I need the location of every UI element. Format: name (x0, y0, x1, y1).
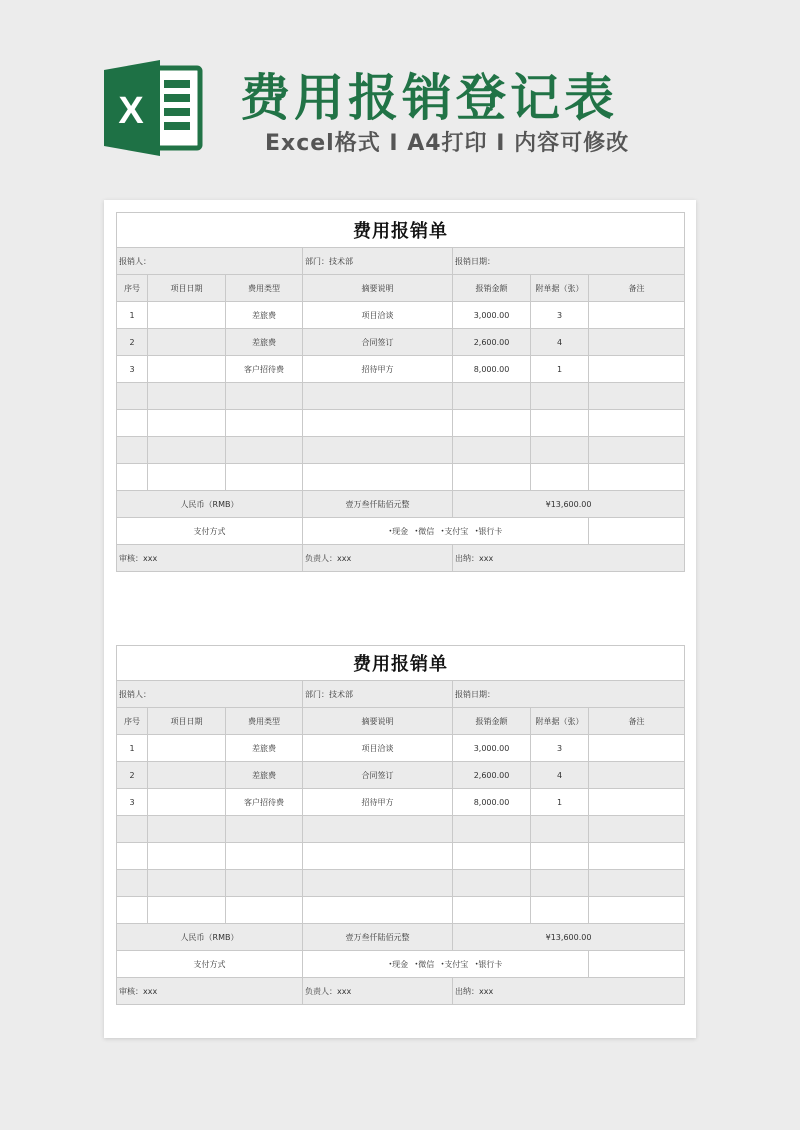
column-header: 附单据（张） (531, 708, 589, 735)
table-cell[interactable] (589, 762, 685, 789)
table-cell[interactable] (453, 383, 531, 410)
cashier-field[interactable]: 出纳：xxx (453, 978, 685, 1005)
table-cell[interactable] (303, 410, 453, 437)
table-cell[interactable] (453, 816, 531, 843)
table-cell[interactable]: 项目洽谈 (303, 735, 453, 762)
column-header: 报销金额 (453, 708, 531, 735)
table-cell[interactable] (226, 870, 303, 897)
table-cell[interactable] (117, 383, 148, 410)
table-cell[interactable] (531, 437, 589, 464)
column-header: 序号 (117, 708, 148, 735)
table-cell[interactable]: 8,000.00 (453, 356, 531, 383)
total-label: 人民币（RMB） (117, 491, 303, 518)
payment-option-cash[interactable]: •现金 (388, 959, 409, 969)
department-field[interactable]: 部门：技术部 (303, 681, 453, 708)
table-cell[interactable]: 2 (117, 329, 148, 356)
checkbox-icon: • (440, 527, 445, 535)
excel-logo-icon (104, 60, 204, 156)
table-row (117, 789, 685, 816)
department-field[interactable]: 部门：技术部 (303, 248, 453, 275)
table-row (117, 356, 685, 383)
table-cell[interactable] (226, 437, 303, 464)
table-cell[interactable] (453, 464, 531, 491)
table-cell[interactable] (148, 789, 226, 816)
table-cell[interactable] (226, 816, 303, 843)
table-cell[interactable] (589, 789, 685, 816)
form-title: 费用报销单 (117, 213, 685, 248)
table-cell[interactable] (148, 843, 226, 870)
table-cell[interactable] (589, 410, 685, 437)
table-cell[interactable] (226, 843, 303, 870)
table-cell[interactable] (148, 410, 226, 437)
payment-note-cell[interactable] (589, 951, 685, 978)
table-cell[interactable]: 4 (531, 762, 589, 789)
payment-option-alipay[interactable]: •支付宝 (440, 959, 469, 969)
table-row (117, 735, 685, 762)
date-field[interactable]: 报销日期： (453, 248, 685, 275)
table-cell[interactable] (589, 356, 685, 383)
table-cell[interactable] (589, 843, 685, 870)
payment-options (303, 518, 589, 545)
table-cell[interactable] (531, 464, 589, 491)
table-cell[interactable] (453, 843, 531, 870)
table-cell[interactable] (117, 816, 148, 843)
table-cell[interactable] (148, 897, 226, 924)
table-row (117, 762, 685, 789)
column-header: 项目日期 (148, 275, 226, 302)
column-header: 摘要说明 (303, 708, 453, 735)
table-cell[interactable] (589, 329, 685, 356)
payment-note-cell[interactable] (589, 518, 685, 545)
table-cell[interactable] (226, 410, 303, 437)
banner-title: 费用报销登记表 (240, 69, 618, 127)
cashier-field[interactable]: 出纳：xxx (453, 545, 685, 572)
date-field[interactable]: 报销日期： (453, 681, 685, 708)
table-cell[interactable]: 差旅费 (226, 302, 303, 329)
table-cell[interactable] (589, 302, 685, 329)
checkbox-icon: • (414, 527, 419, 535)
payment-option-wechat[interactable]: •微信 (414, 959, 435, 969)
expense-form-2 (116, 645, 684, 1005)
table-cell[interactable] (303, 843, 453, 870)
applicant-field[interactable]: 报销人： (117, 681, 303, 708)
expense-table (116, 645, 685, 1005)
table-cell[interactable]: 3,000.00 (453, 735, 531, 762)
table-cell[interactable] (117, 870, 148, 897)
table-cell[interactable]: 1 (531, 356, 589, 383)
table-cell[interactable] (303, 437, 453, 464)
table-cell[interactable] (148, 302, 226, 329)
manager-field[interactable]: 负责人：xxx (303, 978, 453, 1005)
total-label: 人民币（RMB） (117, 924, 303, 951)
table-cell[interactable] (148, 816, 226, 843)
table-cell[interactable] (303, 870, 453, 897)
payment-option-alipay[interactable]: •支付宝 (440, 526, 469, 536)
table-cell[interactable] (148, 329, 226, 356)
form-title: 费用报销单 (117, 646, 685, 681)
table-cell[interactable]: 招待甲方 (303, 789, 453, 816)
table-cell[interactable] (303, 897, 453, 924)
table-cell[interactable] (589, 735, 685, 762)
table-cell[interactable] (117, 897, 148, 924)
table-cell[interactable]: 2,600.00 (453, 762, 531, 789)
payment-row (117, 518, 685, 545)
table-cell[interactable]: 项目洽谈 (303, 302, 453, 329)
column-header: 费用类型 (226, 708, 303, 735)
table-row (117, 464, 685, 491)
column-header: 备注 (589, 275, 685, 302)
table-row (117, 302, 685, 329)
table-cell[interactable]: 招待甲方 (303, 356, 453, 383)
payment-label: 支付方式 (117, 951, 303, 978)
table-cell[interactable] (531, 816, 589, 843)
table-cell[interactable] (589, 383, 685, 410)
payment-option-wechat[interactable]: •微信 (414, 526, 435, 536)
checkbox-icon: • (440, 960, 445, 968)
table-cell[interactable]: 8,000.00 (453, 789, 531, 816)
table-cell[interactable] (226, 897, 303, 924)
table-cell[interactable] (303, 383, 453, 410)
column-header: 报销金额 (453, 275, 531, 302)
table-cell[interactable] (453, 897, 531, 924)
table-row (117, 329, 685, 356)
table-row (117, 410, 685, 437)
table-cell[interactable]: 合同签订 (303, 762, 453, 789)
svg-text:X: X (118, 90, 144, 132)
table-cell[interactable]: 3 (531, 735, 589, 762)
table-cell[interactable] (531, 410, 589, 437)
payment-options (303, 951, 589, 978)
column-header: 序号 (117, 275, 148, 302)
checkbox-icon: • (474, 960, 479, 968)
table-cell[interactable]: 客户招待费 (226, 789, 303, 816)
table-row (117, 897, 685, 924)
table-cell[interactable]: 3,000.00 (453, 302, 531, 329)
table-cell[interactable]: 2 (117, 762, 148, 789)
table-cell[interactable]: 合同签订 (303, 329, 453, 356)
table-cell[interactable] (117, 410, 148, 437)
checkbox-icon: • (414, 960, 419, 968)
column-header: 费用类型 (226, 275, 303, 302)
table-cell[interactable]: 差旅费 (226, 735, 303, 762)
table-cell[interactable] (148, 464, 226, 491)
checkbox-icon: • (388, 960, 393, 968)
expense-table (116, 212, 685, 572)
table-cell[interactable] (453, 870, 531, 897)
total-row (117, 924, 685, 951)
table-cell[interactable]: 1 (117, 302, 148, 329)
reviewer-field[interactable]: 审核：xxx (117, 978, 303, 1005)
checkbox-icon: • (388, 527, 393, 535)
payment-label: 支付方式 (117, 518, 303, 545)
table-cell[interactable] (148, 735, 226, 762)
table-cell[interactable]: 差旅费 (226, 329, 303, 356)
table-cell[interactable]: 3 (117, 789, 148, 816)
table-cell[interactable] (453, 410, 531, 437)
table-cell[interactable] (531, 870, 589, 897)
column-header: 备注 (589, 708, 685, 735)
table-cell[interactable]: 差旅费 (226, 762, 303, 789)
table-row (117, 437, 685, 464)
table-cell[interactable] (226, 383, 303, 410)
table-cell[interactable] (226, 464, 303, 491)
expense-form-1 (116, 212, 684, 572)
banner-subtitle: Excel格式 I A4打印 I 内容可修改 (265, 131, 630, 156)
total-words[interactable]: 壹万叁仟陆佰元整 (303, 491, 453, 518)
table-cell[interactable]: 3 (117, 356, 148, 383)
applicant-field[interactable]: 报销人： (117, 248, 303, 275)
column-header: 项目日期 (148, 708, 226, 735)
table-cell[interactable] (117, 437, 148, 464)
total-amount[interactable]: ¥13,600.00 (453, 491, 685, 518)
manager-field[interactable]: 负责人：xxx (303, 545, 453, 572)
table-cell[interactable] (117, 464, 148, 491)
table-cell[interactable]: 3 (531, 302, 589, 329)
table-cell[interactable] (589, 464, 685, 491)
table-cell[interactable] (531, 843, 589, 870)
table-cell[interactable]: 客户招待费 (226, 356, 303, 383)
signoff-row (117, 545, 685, 572)
column-header: 附单据（张） (531, 275, 589, 302)
column-header: 摘要说明 (303, 275, 453, 302)
table-cell[interactable] (531, 383, 589, 410)
total-row (117, 491, 685, 518)
checkbox-icon: • (474, 527, 479, 535)
table-cell[interactable] (589, 816, 685, 843)
table-cell[interactable] (148, 870, 226, 897)
table-cell[interactable] (531, 897, 589, 924)
table-cell[interactable] (303, 816, 453, 843)
payment-row (117, 951, 685, 978)
table-cell[interactable] (148, 356, 226, 383)
table-cell[interactable] (453, 437, 531, 464)
table-cell[interactable] (148, 762, 226, 789)
table-cell[interactable] (589, 897, 685, 924)
table-cell[interactable]: 2,600.00 (453, 329, 531, 356)
table-row (117, 383, 685, 410)
banner (0, 0, 800, 200)
reviewer-field[interactable]: 审核：xxx (117, 545, 303, 572)
total-words[interactable]: 壹万叁仟陆佰元整 (303, 924, 453, 951)
table-cell[interactable] (148, 437, 226, 464)
payment-option-bankcard[interactable]: •银行卡 (474, 959, 503, 969)
table-cell[interactable] (148, 383, 226, 410)
header-row (117, 275, 685, 302)
table-cell[interactable] (589, 437, 685, 464)
table-cell[interactable]: 1 (531, 789, 589, 816)
table-row (117, 870, 685, 897)
table-row (117, 843, 685, 870)
paper-sheet (104, 200, 696, 1038)
payment-option-bankcard[interactable]: •银行卡 (474, 526, 503, 536)
signoff-row (117, 978, 685, 1005)
table-row (117, 816, 685, 843)
table-cell[interactable]: 1 (117, 735, 148, 762)
table-cell[interactable]: 4 (531, 329, 589, 356)
table-cell[interactable] (117, 843, 148, 870)
table-cell[interactable] (589, 870, 685, 897)
total-amount[interactable]: ¥13,600.00 (453, 924, 685, 951)
payment-option-cash[interactable]: •现金 (388, 526, 409, 536)
header-row (117, 708, 685, 735)
table-cell[interactable] (303, 464, 453, 491)
